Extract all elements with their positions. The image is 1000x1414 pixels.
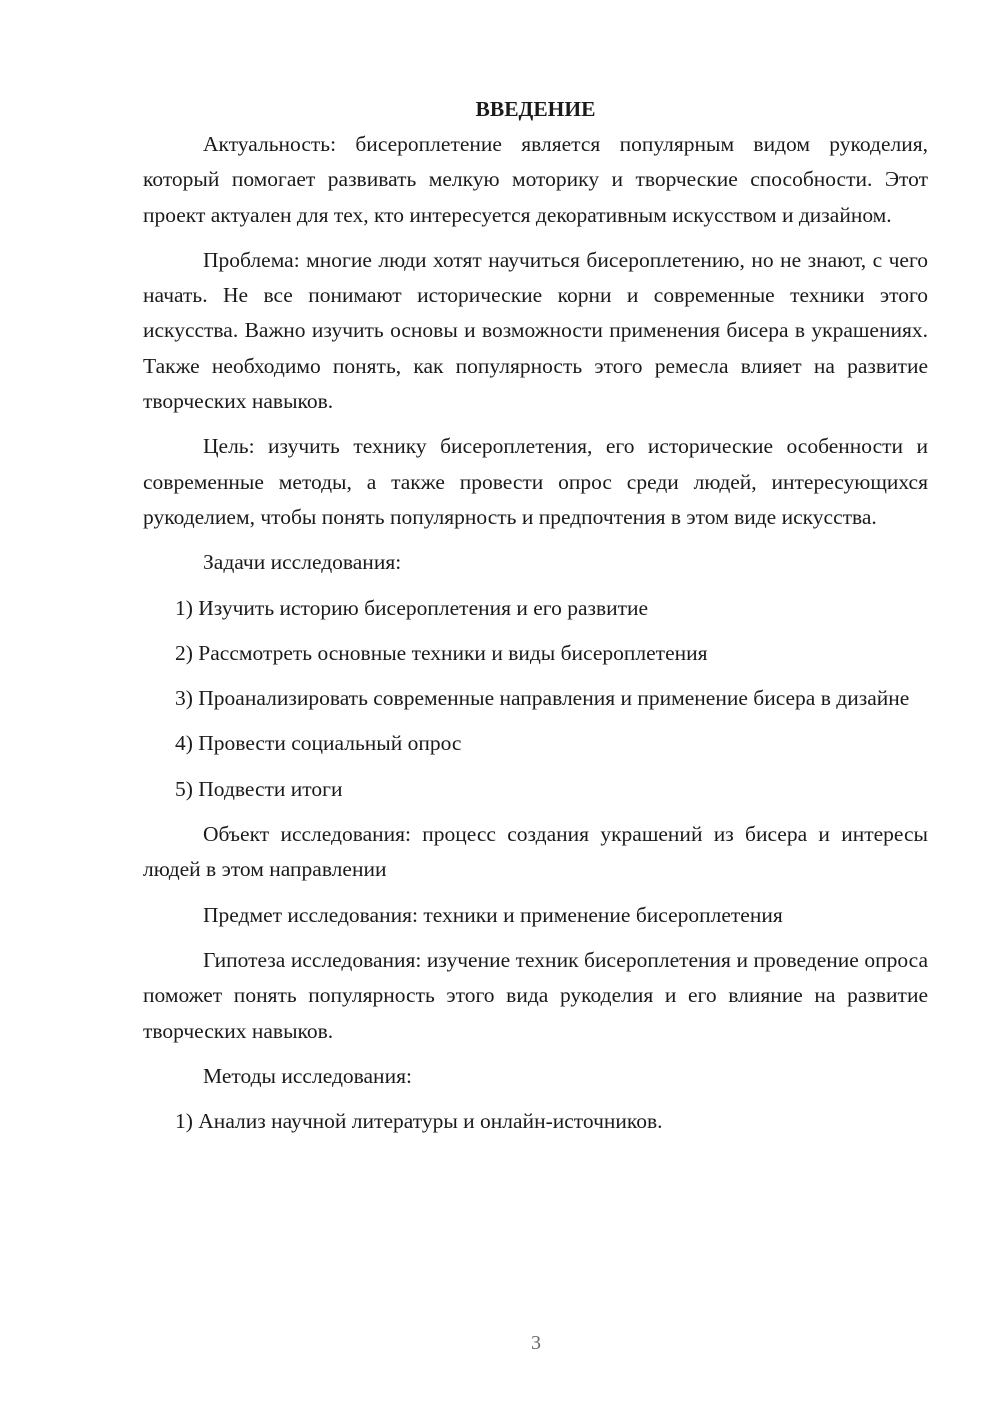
- hypothesis-paragraph: Гипотеза исследования: изучение техник бисероплетения и проведение опроса поможет понять популярность этого вида рукоделия и его влияние на развитие творческих навыков.: [143, 947, 928, 1043]
- relevance-paragraph: Актуальность: бисероплетение является популярным видом рукоделия, который помогает развивать мелкую моторику и творческие способности. Этот проект актуален для тех, кто интересуется декоративным искусством и дизайном.: [143, 132, 928, 227]
- tasks-title: Задачи исследования:: [203, 550, 402, 575]
- task-item-4: 4) Провести социальный опрос: [175, 731, 462, 756]
- task-item-1: 1) Изучить историю бисероплетения и его развитие: [175, 595, 649, 620]
- goal-paragraph: Цель: изучить технику бисероплетения, его исторические особенности и современные методы, а также провести опрос среди людей, интересующихся рукоделием, чтобы понять популярность и предпочтения в этом виде искусства.: [143, 434, 928, 529]
- object-paragraph: Объект исследования: процесс создания украшений из бисера и интересы людей в этом направлении: [143, 822, 928, 882]
- section-heading: ВВЕДЕНИЕ: [475, 97, 596, 121]
- subject-paragraph: Предмет исследования: техники и применение бисероплетения: [203, 902, 783, 927]
- task-item-5: 5) Подвести итоги: [175, 776, 343, 801]
- task-item-2: 2) Рассмотреть основные техники и виды бисероплетения: [175, 640, 708, 665]
- method-item-1: 1) Анализ научной литературы и онлайн-источников.: [175, 1109, 663, 1134]
- page-number: 3: [531, 1332, 541, 1354]
- problem-paragraph: Проблема: многие люди хотят научиться бисероплетению, но не знают, с чего начать. Не все понимают исторические корни и современные техники этого искусства. Важно изучить основы и возможности применения бисера в украшениях. Также необходимо понять, как популярность этого ремесла влияет на развитие творческих навыков.: [143, 247, 928, 414]
- document-page: [143, 92, 928, 1149]
- methods-title: Методы исследования:: [203, 1063, 412, 1088]
- task-item-3: 3) Проанализировать современные направления и применение бисера в дизайне: [175, 686, 910, 711]
